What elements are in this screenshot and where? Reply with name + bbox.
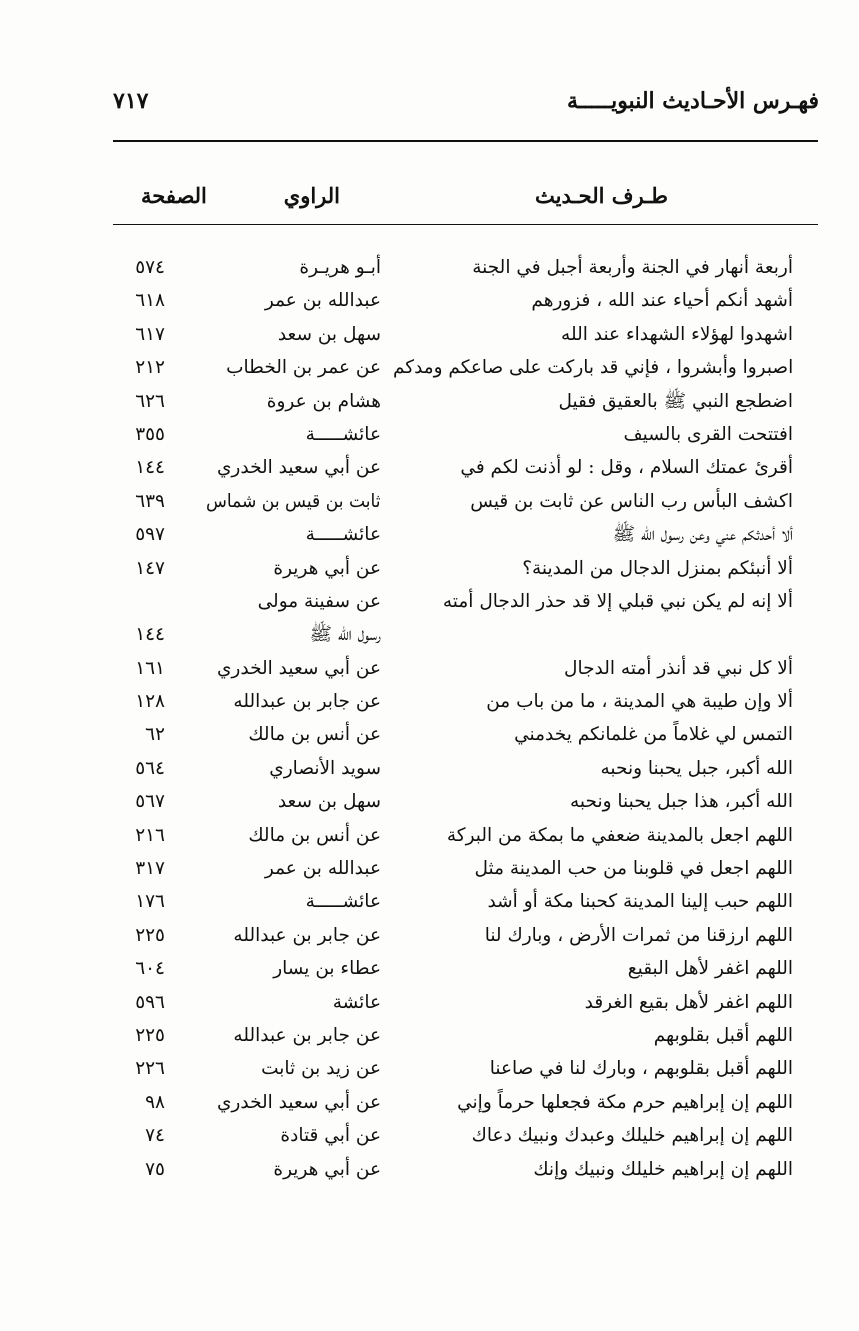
hadith-text: افتتحت القرى بالسيف <box>623 423 793 445</box>
narrator-text: عبدالله بن عمر <box>264 290 381 312</box>
hadith-text: اللهم اغفر لأهل البقيع <box>627 958 793 980</box>
table-row <box>0 386 859 419</box>
narrator-text: عائشة <box>332 991 381 1013</box>
page-ref: ٢٢٥ <box>135 924 165 946</box>
table-row <box>0 686 859 719</box>
narrator-text: عن أبي سعيد الخدري <box>216 457 381 479</box>
narrator-text: أبـو هريـرة <box>299 257 381 278</box>
table-row <box>0 452 859 485</box>
hadith-text: اللهم إن إبراهيم خليلك وعبدك ونبيك دعاك <box>471 1125 793 1147</box>
hadith-text: أقرئ عمتك السلام ، وقل : لو أذنت لكم في <box>460 457 793 479</box>
hadith-text: التمس لي غلاماً من غلمانكم يخدمني <box>514 724 793 746</box>
table-row <box>0 252 859 285</box>
hadith-text: ألا وإن طيبة هي المدينة ، ما من باب من <box>486 691 793 713</box>
narrator-text: عبدالله بن عمر <box>264 858 381 880</box>
table-row <box>0 319 859 352</box>
table-row <box>0 1053 859 1086</box>
hadith-text: اللهم إن إبراهيم خليلك ونبيك وإنك <box>533 1158 793 1180</box>
page-ref: ٥٦٧ <box>135 791 165 813</box>
hadith-text: اصبروا وأبشروا ، فإني قد باركت على صاعكم ومدكم <box>392 357 793 379</box>
hadith-text: اللهم ارزقنا من ثمرات الأرض ، وبارك لنا <box>484 924 793 946</box>
table-row <box>0 1120 859 1153</box>
narrator-text: عن جابر بن عبدالله <box>233 691 381 713</box>
narrator-text: عائشـــــة <box>305 891 381 913</box>
page-ref: ٩٨ <box>145 1091 165 1113</box>
page-ref: ٥٩٦ <box>135 991 165 1013</box>
table-row <box>0 753 859 786</box>
hadith-text: أشهد أنكم أحياء عند الله ، فزورهم <box>531 290 793 312</box>
narrator-text: هشام بن عروة <box>266 390 381 412</box>
hadith-text: اللهم اجعل بالمدينة ضعفي ما بمكة من البركة <box>446 824 793 846</box>
page-ref: ٢١٢ <box>135 357 165 379</box>
narrator-text: سهل بن سعد <box>277 323 381 345</box>
page-ref: ٦١٨ <box>135 290 165 312</box>
page-ref: ١٤٧ <box>135 557 165 579</box>
page-ref: ١٢٨ <box>135 691 165 713</box>
hadith-text: الله أكبر، هذا جبل يحبنا ونحبه <box>570 791 793 813</box>
narrator-text: عن أبي هريرة <box>273 1158 381 1180</box>
narrator-text: رسول الله ﷺ <box>309 624 381 646</box>
hadith-text: اكشف البأس رب الناس عن ثابت بن قيس <box>470 490 793 512</box>
page-ref: ٢١٦ <box>135 824 165 846</box>
narrator-text: عن أبي قتادة <box>280 1125 381 1147</box>
page-ref: ٣٥٥ <box>135 423 165 445</box>
table-row <box>0 853 859 886</box>
hadith-text: اللهم إن إبراهيم حرم مكة فجعلها حرماً وإني <box>457 1091 793 1113</box>
page-ref: ٥٧٤ <box>135 257 165 278</box>
table-row <box>0 1087 859 1120</box>
hadith-text: ألا أنبئكم بمنزل الدجال من المدينة؟ <box>522 557 793 579</box>
page-ref: ٥٦٤ <box>135 757 165 779</box>
table-row <box>0 820 859 853</box>
narrator-text: عن سفينة مولى <box>257 590 381 612</box>
index-table-body <box>0 252 859 1187</box>
table-row <box>0 886 859 919</box>
page-ref: ١٦١ <box>135 657 165 679</box>
hadith-text: اللهم حبب إلينا المدينة كحبنا مكة أو أشد <box>487 891 793 913</box>
hadith-text: اللهم أقبل بقلوبهم <box>653 1024 793 1046</box>
column-header-page: الصفحة <box>141 183 207 208</box>
table-row <box>0 285 859 318</box>
running-head <box>113 88 819 122</box>
narrator-text: عن أبي سعيد الخدري <box>216 1091 381 1113</box>
page-ref: ١٤٤ <box>135 624 165 646</box>
narrator-text: سويد الأنصاري <box>269 757 381 779</box>
hadith-text: اضطجع النبي ﷺ بالعقيق فقيل <box>558 390 793 412</box>
narrator-text: عن أنس بن مالك <box>248 824 381 846</box>
page-ref: ٢٢٦ <box>135 1058 165 1080</box>
table-row <box>0 653 859 686</box>
narrator-text: عائشـــــة <box>305 423 381 445</box>
table-header <box>113 183 818 217</box>
column-header-hadith: طـرف الحـديث <box>535 183 668 208</box>
running-title: فهـرس الأحـاديث النبويـــــة <box>567 88 819 114</box>
hadith-text: أربعة أنهار في الجنة وأربعة أجبل في الجنة <box>472 257 793 278</box>
page-ref: ٦٣٩ <box>135 490 165 512</box>
table-row <box>0 1020 859 1053</box>
column-header-narrator: الراوي <box>283 183 340 208</box>
table-row <box>0 352 859 385</box>
narrator-text: عائشـــــة <box>305 524 381 546</box>
table-row <box>0 1154 859 1187</box>
narrator-text: عن زيد بن ثابت <box>261 1058 381 1080</box>
table-row <box>0 586 859 619</box>
hadith-text: اللهم اغفر لأهل بقيع الغرقد <box>584 991 793 1013</box>
narrator-text: عطاء بن يسار <box>273 958 381 980</box>
page-ref: ٦٠٤ <box>135 958 165 980</box>
header-rule <box>113 140 818 142</box>
table-header-rule <box>113 224 818 225</box>
page-ref: ٧٤ <box>145 1125 165 1147</box>
table-row <box>0 953 859 986</box>
hadith-text: ألا أحدثكم عني وعن رسول الله ﷺ <box>612 524 793 546</box>
hadith-text: الله أكبر، جبل يحبنا ونحبه <box>600 757 793 779</box>
page-ref: ٦٢ <box>145 724 165 746</box>
narrator-text: عن جابر بن عبدالله <box>233 1024 381 1046</box>
page-ref: ٦٢٦ <box>135 390 165 412</box>
page-ref: ٢٢٥ <box>135 1024 165 1046</box>
page-ref: ١٤٤ <box>135 457 165 479</box>
hadith-text: اشهدوا لهؤلاء الشهداء عند الله <box>561 323 793 345</box>
narrator-text: عن أنس بن مالك <box>248 724 381 746</box>
narrator-text: عن أبي هريرة <box>273 557 381 579</box>
page-ref: ٧٥ <box>145 1158 165 1180</box>
narrator-text: عن عمر بن الخطاب <box>226 357 381 379</box>
page-ref: ٣١٧ <box>135 858 165 880</box>
table-row <box>0 619 859 652</box>
table-row <box>0 987 859 1020</box>
hadith-text: ألا إنه لم يكن نبي قبلي إلا قد حذر الدجال أمته <box>442 590 793 612</box>
table-row <box>0 719 859 752</box>
narrator-text: عن جابر بن عبدالله <box>233 924 381 946</box>
table-row <box>0 486 859 519</box>
narrator-text: سهل بن سعد <box>277 791 381 813</box>
table-row <box>0 553 859 586</box>
table-row <box>0 920 859 953</box>
hadith-text: اللهم أقبل بقلوبهم ، وبارك لنا في صاعنا <box>489 1058 793 1080</box>
page-ref: ٥٩٧ <box>135 524 165 546</box>
page-ref: ١٧٦ <box>135 891 165 913</box>
table-row <box>0 786 859 819</box>
narrator-text: عن أبي سعيد الخدري <box>216 657 381 679</box>
hadith-text: ألا كل نبي قد أنذر أمته الدجال <box>564 657 793 679</box>
table-row <box>0 519 859 552</box>
table-row <box>0 419 859 452</box>
narrator-text: ثابت بن قيس بن شماس <box>206 490 381 512</box>
page-ref: ٦١٧ <box>135 323 165 345</box>
page-number: ٧١٧ <box>113 88 149 114</box>
hadith-text: اللهم اجعل في قلوبنا من حب المدينة مثل <box>474 858 793 880</box>
